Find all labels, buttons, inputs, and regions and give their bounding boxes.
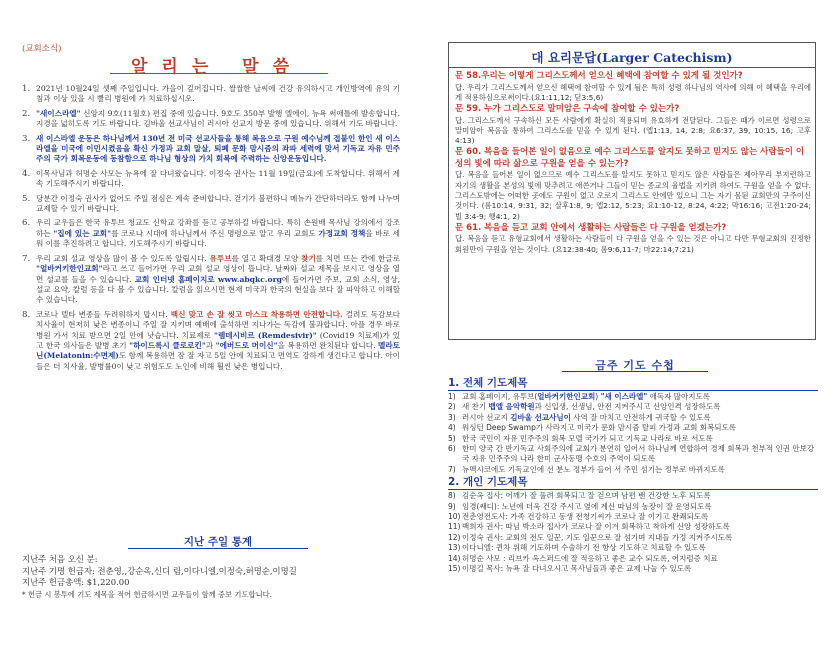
prayer-number: 9) [448, 501, 456, 511]
prayer-item [448, 434, 818, 444]
prayer-number: 14) [448, 553, 461, 563]
prayer-text [462, 502, 818, 512]
stats-line: 지난주 처음 오신 분: [22, 554, 98, 564]
prayer-item [448, 522, 818, 532]
text-run: 애독자 많아지도록 [647, 392, 710, 401]
text-run: 과 신입생, 선생님, 안전 지켜주시고 신앙인격 성장하도록 [534, 402, 721, 412]
text-run: 과 [205, 340, 216, 350]
text-run: 찾기 [301, 253, 316, 263]
text-run: 에 들어가면 주보, 교회 소식, 영상, 설교 요약, 칼럼 등을 다 볼 수 있습니다. 칼럼을 읽으시면 현재 미국과 한국의 현실을 보다 잘 파악하고 이해할 수 있습니다. [36, 274, 400, 305]
stats-block [22, 554, 392, 600]
prayer-item [448, 564, 818, 574]
prayer-number: 2) [448, 402, 456, 412]
text-run: "집에 있는 교회" [53, 228, 112, 238]
catechism-answer: 답. 우리가 그리스도께서 얻으신 혜택에 참여할 수 있게 됨은 특히 성령 하나님의 역사에 의해 이 혜택을 우리에게 적용하심으로써이다.(요1:11,12; 딛3:5,6) [455, 82, 811, 102]
text-run: "에버드로 머이신" [215, 340, 278, 350]
catechism-title: 대 요리문답(Larger Catechism) [531, 50, 733, 65]
announcement-number: 2. [22, 108, 31, 119]
text-run: "렘데시비르 (Remdesivir)" [213, 330, 317, 340]
stats-title: 지난 주일 통계 [183, 536, 253, 548]
text-run: 사역 잘 마치고 안전하게 귀국할 수 있도록 [570, 412, 711, 422]
catechism-answer: 답. 복음을 들어본 일이 없으므로 예수 그리스도를 알지도 못하고 믿지도 않은 사람들은 제아무리 부지런하고 자기의 생활을 본성의 빛에 맞추려고 애쓴거나 그들이 믿는 종교의 율법을 지키려 하여도 구원을 얻을 수 없다. 그리스도밖에는 어떠한 곳에도 구원이 없고 오로지 그리스도 안에만 있으니 그는 자기 몸된 교회만의 구주이신 것이다. (롬10:14, 9:31, 32; 살후1:8, 9; 엡2:12, 5:23; 요1:10-12, 8:24, 4:22; 막16:16; 고전1:20-24; 빌 3:4-9; 행4:1, 2) [455, 170, 811, 221]
announcement-item [22, 310, 400, 372]
text-run: "새이스라엘" [36, 108, 81, 118]
catechism-question: 문 60. 복음을 들어본 일이 없음으로 예수 그리스도를 알지도 못하고 믿지도 않는 사람들이 이성의 빛에 따라 삶으로 구원을 얻을 수 있는가? [455, 147, 805, 169]
announcement-text [36, 134, 400, 165]
stats-line: 지난주 헌금총액: $1,220.00 [22, 577, 130, 587]
prayer-item [448, 444, 818, 465]
prayer-number: 6) [448, 444, 456, 454]
text-run: 이정숙 권사: 교회의 전도 일꾼, 기도 일꾼으로 잘 섬기며 지내들 가정 지켜주시도록 [462, 532, 733, 542]
prayer-text [462, 522, 818, 532]
prayer-text [462, 465, 818, 475]
prayer-text [462, 543, 818, 553]
announcement-item [22, 84, 400, 105]
text-run: (Covid19 치료제)가 있고 한국 의사들은 발병 초기 [36, 330, 401, 350]
announcements-title: 알리는 말씀 [130, 57, 304, 77]
text-run: 교회 인터넷 홈페이지로 www.abqkc.org [134, 274, 282, 284]
catechism-question: 문 61. 복음을 듣고 교회 안에서 생활하는 사람들은 다 구원을 얻겠는가? [455, 222, 727, 233]
stats-note: * 헌금 시 봉투에 기도 제목을 적어 헌금하시면 교우들이 함께 중보 기도합니다. [22, 589, 272, 599]
text-run: 유투브 [209, 253, 232, 263]
prayer-number: 11) [448, 522, 461, 532]
announcement-text [36, 109, 400, 130]
text-run: 한미 양국 간 반기독교 사회주의에 교회가 분연히 일어서 하나님께 연합하여 경제 회복과 천부적 인권 안보강국 자유 민주주의 나라 한미 군사동맹 수호의 주역이 되도록 [462, 444, 815, 464]
prayer-item [448, 465, 818, 475]
text-run: 을 바로 세워 이를 추진하려고 합니다. 기도해주시기 바랍니다. [36, 228, 400, 249]
text-run: "하이드록시 클로로킨" [129, 340, 206, 350]
text-run: 김순옥 집사: 어깨가 잘 풀려 회복되고 잘 걷으며 남편 밴 건강한 노후 되도록 [462, 491, 711, 501]
catechism-box [448, 42, 816, 340]
prayer-text [462, 444, 818, 465]
prayer-item [448, 402, 818, 412]
prayer-item [448, 512, 818, 522]
text-run: 이목사님과 허명순 사모는 뉴욕에 잘 다녀왔습니다. 이정숙 권사는 11월 19일(금요)에 도착합니다. 위해서 계속 기도해주시기 바랍니다. [36, 168, 400, 189]
text-run: 2021년 10월24일 셋째 주일입니다. 가을이 깊어집니다. 쌀쌀한 날씨에 건강 유의하시고 개인방역에 유의 기침과 이상 있을 시 빨리 병원에 가 치료하십시오. [36, 84, 400, 104]
prayer-text [462, 512, 818, 522]
announcement-text [36, 84, 400, 105]
catechism-answer: 답. 그리스도께서 구속하신 모든 사람에게 확실히 적용되며 유효하게 전달된다. 그들은 때가 이르면 성령으로 말미암아 복음을 통하여 그리스도를 믿을 수 있게 된다. (엡1:13, 14, 2:8; 요6:37, 39, 10:15, 16; 고후4:13) [455, 115, 811, 146]
text-run: 얼바커키한인교회 [537, 392, 596, 401]
text-run: 우리 교회 설교 영상을 많이 볼 수 있도록 알립시다. [36, 253, 210, 263]
announcement-item [22, 169, 400, 190]
announcement-item [22, 194, 400, 215]
text-run: 를 치면 뜨는 칸에 한글로 [315, 253, 400, 263]
text-run: "얼바커키한인교회" [36, 264, 103, 274]
prayer-text [462, 434, 818, 444]
announcement-number: 1. [22, 84, 31, 94]
prayer-number: 15) [448, 564, 461, 574]
prayer-number: 12) [448, 532, 461, 542]
catechism-question: 문 59. 누가 그리스도로 말미암은 구속에 참여할 수 있는가? [455, 104, 680, 115]
text-run: 이다니엘: 퀸차 위해 기도하며 수술하기 전 항상 기도하고 치료할 수 있도록 [462, 543, 706, 553]
prayer-number: 3) [448, 412, 456, 422]
announcement-item [22, 254, 400, 306]
text-run: 임경(쌔디): 노년에 더욱 건강 주시고 옆에 계신 따님의 농장이 잘 운영되도록 [462, 501, 712, 511]
announcement-item [22, 109, 400, 130]
text-run: 워싱턴 Deep Swamp가 사라지고 미국가 문화 맘시즘 탈피 가정과 교회 회복되도록 [462, 423, 737, 433]
announcement-text [36, 169, 400, 190]
announcement-text [36, 254, 400, 306]
announcement-text [36, 310, 400, 372]
announcement-number: 5. [22, 193, 31, 204]
announcement-number: 7. [22, 253, 31, 264]
prayer-text [462, 554, 818, 564]
catechism-rule [449, 67, 815, 68]
prayer-item [448, 392, 818, 402]
prayer-number: 5) [448, 433, 456, 443]
text-run: 당분간 이정숙 권사가 없어도 주일 점심은 계속 준비합니다. 걷기가 불편하니 메뉴가 간단하더라도 함께 나누며 교제할 수 있기 바랍니다. [36, 193, 400, 214]
text-run: 러시아 선교지 [462, 412, 511, 422]
announcement-number: 4. [22, 168, 31, 179]
prayer-text [462, 564, 818, 574]
prayer-item [448, 533, 818, 543]
prayer-text [462, 392, 818, 402]
text-run: 도 함께 복용하면 잠 잘 자고 5일 안에 치료되고 면역도 강하게 생긴다고 합니다. 아이들은 더 치사율, 발병률0이 낮고 위험도도 노인에 비해 훨씬 낮은 병입니다. [36, 351, 400, 371]
announcement-number: 8. [22, 309, 31, 320]
text-run: 교회 홈페이지, 유투브( [462, 392, 538, 401]
announcement-number: 3. [22, 133, 31, 144]
text-run: ) [595, 392, 601, 401]
prayer-number: 10) [448, 512, 461, 522]
stats-underline [128, 548, 308, 549]
text-run: 백신 맞고 손 잘 씻고 마스크 착용하면 안전합니다. [170, 309, 343, 319]
text-run: 뱁엘 음악학원 [488, 402, 535, 412]
prayer-item [448, 491, 818, 501]
prayer-underline [562, 371, 708, 372]
prayer-item [448, 543, 818, 553]
announcement-text [36, 194, 400, 215]
text-run: 허명순 사모 : 리브카 옥스퍼드에 잘 적응하고 좋은 교수 되도록, 어지럼증 치료 [462, 553, 718, 563]
text-run: 전춘영전도사: 가족 건강하고 동생 전청기씨가 코로나 잘 이기고 완쾌되도록 [462, 512, 709, 522]
prayer-item [448, 423, 818, 433]
prayer-section-heading: 2. 개인 기도제목 [448, 475, 818, 490]
text-run: 뉴멕시코에도 기독교인에 선 분노 정부가 들어 서 주민 섬기는 정부로 바뀌지도록 [462, 464, 725, 474]
text-run: 우리 교우들은 한국 유투브 청교도 신학교 강좌를 듣고 공부하길 바랍니다. 특히 손원배 목사님 강의에서 강조하는 [36, 218, 400, 238]
announcement-number: 6. [22, 218, 31, 229]
prayer-number: 8) [448, 491, 456, 501]
text-run: 새 찬기 [462, 402, 489, 412]
announcement-list [22, 84, 400, 376]
prayer-title: 금주 기도 수첩 [595, 359, 675, 372]
prayer-list [448, 376, 818, 575]
text-run: 신앙지 9호(11월호) 편집 중에 있습니다. 9호도 350부 발행 엘에이, 뉴욕 써애틀에 발송합니다. 지경을 넓히도록 기도 바랍니다. 김바울 선교사님이 러시아 선교지 방문 중에 있습니다. 위해서 기도 바랍니다. [36, 108, 400, 129]
text-run: 새 이스라엘 운동은 하나님께서 130년 전 미국 선교사들을 통해 복음으로 구원 예수님께 접붙인 한인 새 이스라엘을 미국에 이민시켰음을 확신 가정과 교회 말살, 퇴폐 문화 맘시즘의 좌파 세력에 맞서 기독교 자유 민주주의 국가 회복운동에 동참함으로 하나님 형상의 가치 회복에 주력하는 신앙운동입니다. [36, 133, 400, 164]
prayer-number: 13) [448, 543, 461, 553]
text-run: 라고 쓰고 들어가면 우리 교회 설교 영상이 뜹니다. 날짜와 설교 제목을 보시고 영상을 열면 설교를 들을 수 있습니다. [36, 264, 400, 284]
stats-line: 지난주 기명 헌금자: 전춘영,,강순옥,신디 림,이다니엘,이정숙,허명순,이명길 [22, 565, 297, 576]
text-run: 를 열고 확대경 모양 [231, 253, 302, 263]
announcement-text [36, 218, 400, 249]
catechism-question: 문 58.우리는 어떻게 그리스도께서 얻으신 혜택에 참여할 수 있게 될 것인가? [455, 71, 743, 81]
text-run: 코로나 델타 변종들 두려워하지 맙시다. [36, 309, 171, 319]
prayer-text [462, 491, 818, 501]
text-run: 한국 국민이 자유 민주주의 회복 모델 국가가 되고 기독교 나라로 바로 서도록 [462, 433, 713, 443]
section-tag: (교회소식) [22, 44, 62, 54]
prayer-number: 1) [448, 392, 456, 401]
text-run: 백희자 권사: 따님 박소라 집사가 코로나 잘 이겨 회복하고 착하게 신앙 성장하도록 [462, 522, 730, 532]
catechism-body [455, 71, 811, 256]
announcement-item [22, 218, 400, 249]
text-run: 가정교회 정책 [318, 228, 366, 238]
prayer-text [462, 423, 818, 433]
prayer-item [448, 413, 818, 423]
text-run: 멜라토닌(Melatonin:수면제) [36, 340, 400, 361]
prayer-section-heading: 1. 전체 기도제목 [448, 376, 818, 391]
prayer-text [462, 413, 818, 423]
prayer-number: 4) [448, 423, 456, 433]
text-run: 이명길 목사: 뉴욕 잘 다녀오시고 목사님들과 좋은 교제 나눌 수 있도록 [462, 564, 692, 574]
text-run: "새 이스라엘" [600, 392, 648, 401]
text-run: 를 코로나 시대에 하나님께서 주신 명령으로 알고 우리 교회도 [111, 228, 319, 238]
announcement-item [22, 134, 400, 165]
prayer-number: 7) [448, 464, 456, 474]
prayer-text [462, 533, 818, 543]
text-run: 김바울 선교사님이 [510, 412, 571, 422]
catechism-answer: 답. 복음을 듣고 유형교회에서 생활하는 사람들이 다 구원을 얻을 수 있는 것은 아니고 다만 무형교회의 진정한 회원만이 구원을 얻는 것이다. (요12:38-40; 롬9:6,11-7; 마22:14,7:21) [455, 234, 811, 254]
text-run: 을 복용하면 완치된다 합니다. [277, 340, 378, 350]
text-run: 걸려도 독감보다 치사율이 현저히 낮은 변종이니 주일 잘 지키며 예배에 출석하면 지나가는 독감에 불과합니다. 아플 경우 바로 병원 가서 치료 받으면 2일 안에 낫습니다. 치료제로 [36, 309, 400, 340]
title-underline [110, 73, 328, 74]
prayer-item [448, 554, 818, 564]
prayer-item [448, 502, 818, 512]
prayer-text [462, 402, 818, 412]
